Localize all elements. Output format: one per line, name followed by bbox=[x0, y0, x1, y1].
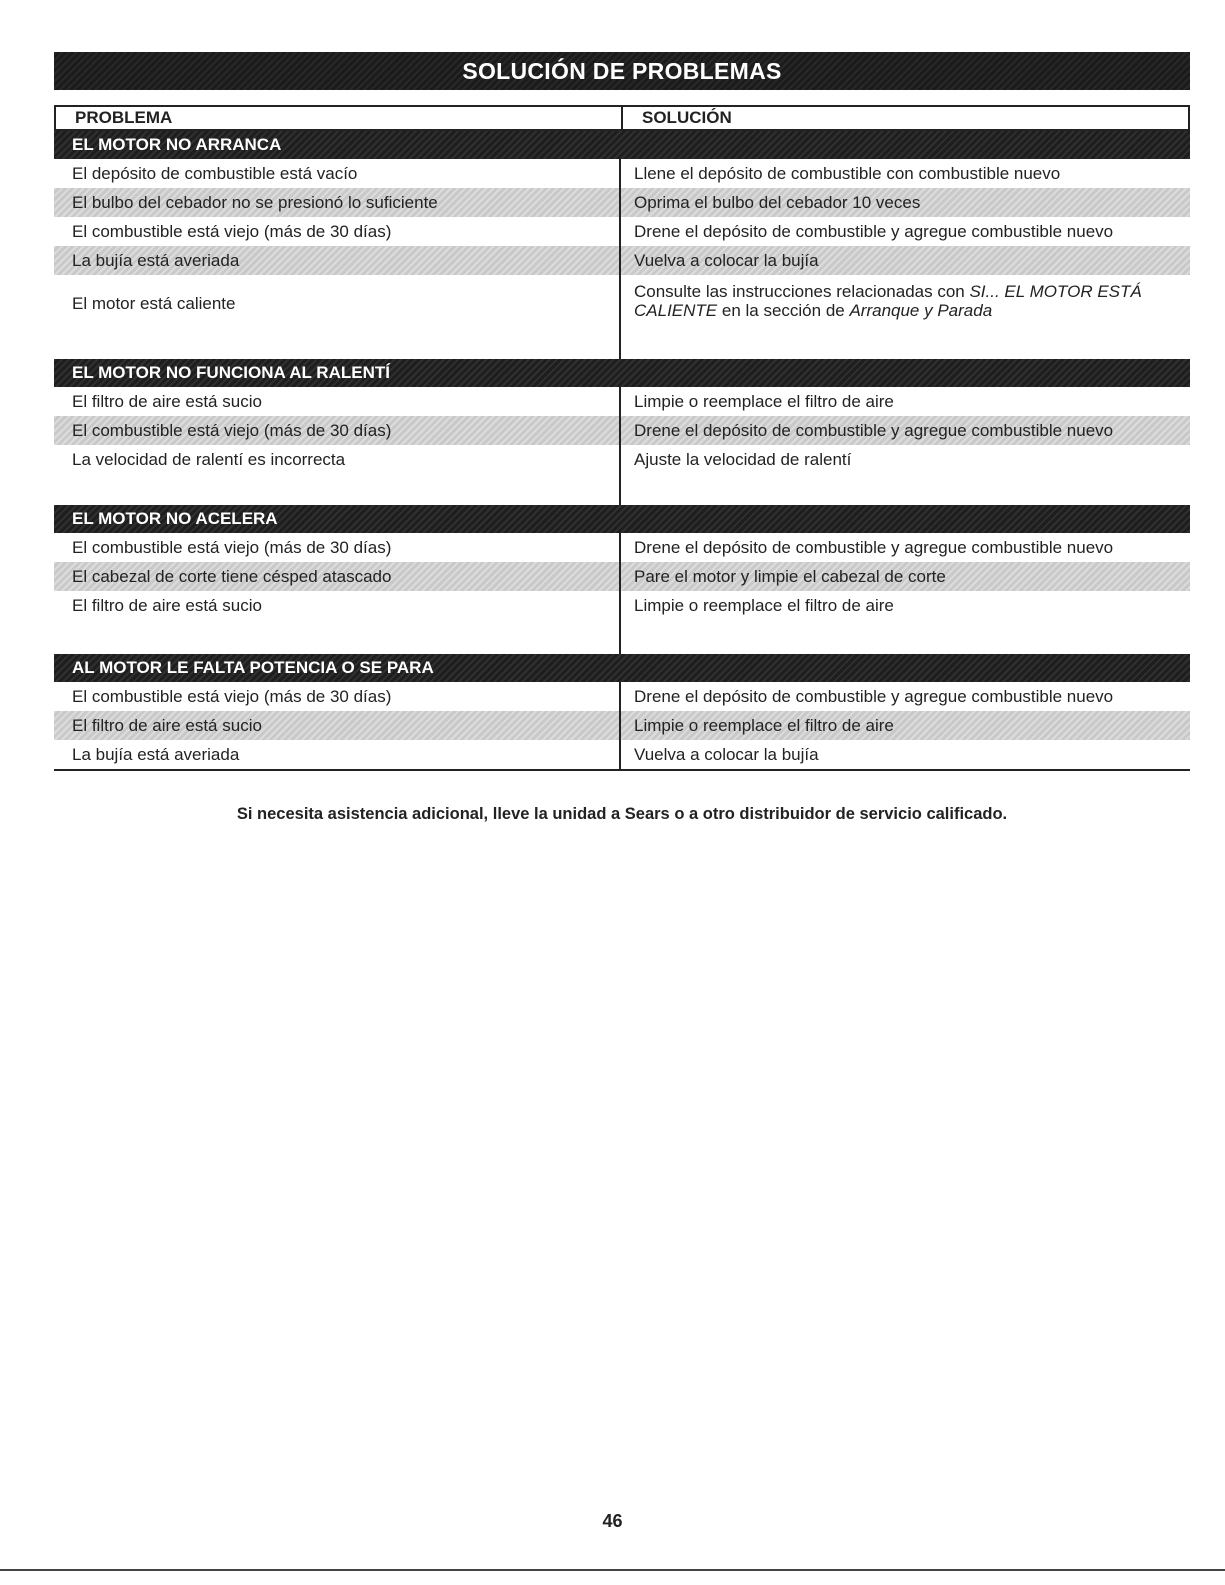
reference-section-name: Arranque y Parada bbox=[849, 301, 993, 320]
solution-text: Consulte las instrucciones relacionadas con SI... EL MOTOR ESTÁ CALIENTE en la sección de Arranque y Parada bbox=[634, 282, 1142, 320]
table-row bbox=[54, 246, 1190, 275]
table-row bbox=[54, 275, 1190, 331]
problem-cell: El cabezal de corte tiene césped atascado bbox=[54, 562, 621, 591]
problem-cell: La bujía está averiada bbox=[54, 740, 621, 769]
problem-cell: El filtro de aire está sucio bbox=[54, 387, 621, 416]
solution-column-header: SOLUCIÓN bbox=[621, 105, 1190, 131]
problem-cell: El filtro de aire está sucio bbox=[54, 591, 621, 620]
table-row bbox=[54, 711, 1190, 740]
table-row bbox=[54, 159, 1190, 188]
section-title: EL MOTOR NO ACELERA bbox=[54, 505, 1190, 533]
problem-cell: El combustible está viejo (más de 30 días) bbox=[54, 217, 621, 246]
page-title: SOLUCIÓN DE PROBLEMAS bbox=[54, 52, 1190, 90]
solution-cell: Oprima el bulbo del cebador 10 veces bbox=[634, 193, 921, 212]
solution-cell: Drene el depósito de combustible y agregue combustible nuevo bbox=[634, 421, 1114, 440]
solution-cell: Pare el motor y limpie el cabezal de corte bbox=[634, 567, 946, 586]
problem-cell: El combustible está viejo (más de 30 días) bbox=[54, 682, 621, 711]
row-spacer bbox=[54, 331, 1190, 359]
section-title: EL MOTOR NO FUNCIONA AL RALENTÍ bbox=[54, 359, 1190, 387]
table-row bbox=[54, 682, 1190, 711]
troubleshooting-page bbox=[54, 52, 1190, 824]
table-row bbox=[54, 217, 1190, 246]
table-row bbox=[54, 562, 1190, 591]
problem-cell: El combustible está viejo (más de 30 días) bbox=[54, 416, 621, 445]
problem-cell: El combustible está viejo (más de 30 días) bbox=[54, 533, 621, 562]
problem-cell: El motor está caliente bbox=[54, 275, 621, 331]
solution-cell: Llene el depósito de combustible con combustible nuevo bbox=[634, 164, 1061, 183]
solution-cell: Vuelva a colocar la bujía bbox=[634, 251, 819, 270]
problem-cell: El bulbo del cebador no se presionó lo suficiente bbox=[54, 188, 621, 217]
table-header bbox=[54, 105, 1190, 131]
reference-section-title: SI... EL MOTOR ESTÁ CALIENTE bbox=[634, 282, 1142, 320]
table-row bbox=[54, 740, 1190, 769]
bottom-rule bbox=[0, 1569, 1225, 1571]
table-row bbox=[54, 533, 1190, 562]
problem-cell: El filtro de aire está sucio bbox=[54, 711, 621, 740]
solution-cell: Vuelva a colocar la bujía bbox=[634, 745, 819, 764]
row-spacer bbox=[54, 620, 1190, 654]
table-row bbox=[54, 591, 1190, 620]
troubleshooting-table bbox=[54, 105, 1190, 771]
problem-cell: El depósito de combustible está vacío bbox=[54, 159, 621, 188]
footer-note: Si necesita asistencia adicional, lleve la unidad a Sears o a otro distribuidor de servicio calificado. bbox=[236, 805, 1008, 823]
section-title: EL MOTOR NO ARRANCA bbox=[54, 131, 1190, 159]
solution-cell: Ajuste la velocidad de ralentí bbox=[634, 450, 852, 469]
table-row bbox=[54, 188, 1190, 217]
table-row bbox=[54, 387, 1190, 416]
problem-cell: La bujía está averiada bbox=[54, 246, 621, 275]
page-number: 46 bbox=[602, 1511, 623, 1531]
table-row bbox=[54, 416, 1190, 445]
table-row bbox=[54, 445, 1190, 474]
solution-cell: Drene el depósito de combustible y agregue combustible nuevo bbox=[634, 687, 1114, 706]
solution-cell: Drene el depósito de combustible y agregue combustible nuevo bbox=[634, 222, 1114, 241]
solution-cell: Limpie o reemplace el filtro de aire bbox=[634, 596, 894, 615]
problem-column-header: PROBLEMA bbox=[54, 105, 621, 131]
row-spacer bbox=[54, 474, 1190, 505]
solution-cell: Drene el depósito de combustible y agregue combustible nuevo bbox=[634, 538, 1114, 557]
solution-cell: Limpie o reemplace el filtro de aire bbox=[634, 392, 894, 411]
solution-cell bbox=[621, 275, 1190, 331]
section-title: AL MOTOR LE FALTA POTENCIA O SE PARA bbox=[54, 654, 1190, 682]
solution-cell: Limpie o reemplace el filtro de aire bbox=[634, 716, 894, 735]
problem-cell: La velocidad de ralentí es incorrecta bbox=[54, 445, 621, 474]
